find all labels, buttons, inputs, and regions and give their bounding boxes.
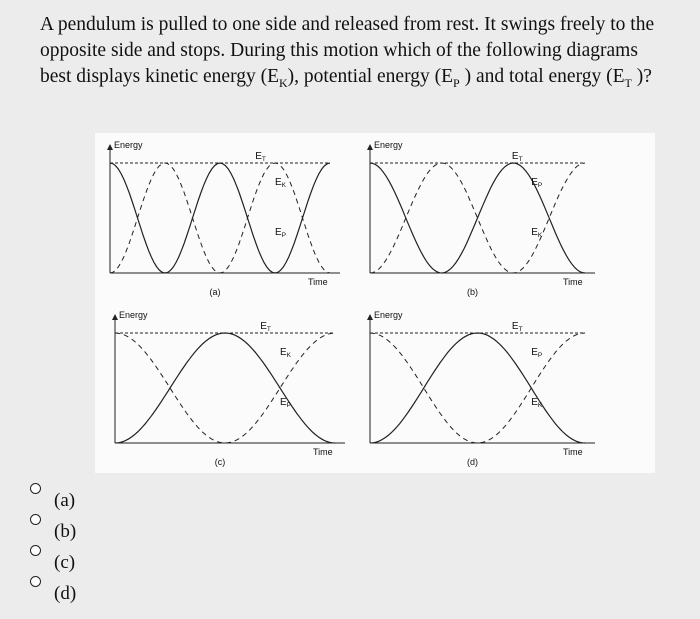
total-energy-label-0: $E_T$ xyxy=(255,151,266,163)
energy-curve-solid-1 xyxy=(370,163,585,273)
question-part-3: ) and total energy (E xyxy=(459,66,625,87)
curve-label-lower-3: $E_K$ xyxy=(531,397,543,409)
y-axis-arrow-2 xyxy=(112,314,118,320)
curve-label-upper-3: $E_P$ xyxy=(531,347,543,359)
total-energy-label-2: $E_T$ xyxy=(260,321,271,333)
y-axis-label-1: Energy xyxy=(374,140,403,150)
option-a-label: (a) xyxy=(54,490,76,511)
energy-curve-dashed-3 xyxy=(370,333,585,443)
total-energy-label-3: $E_T$ xyxy=(511,321,523,333)
energy-curve-solid-0 xyxy=(110,163,330,273)
question-part-1: A pendulum is pulled to one side and released from rest. It swings freely to the opposite side and stops. During this motion which of the following diagrams best displays kinetic energy (E xyxy=(40,14,655,87)
curve-label-upper-2: $E_K$ xyxy=(280,347,292,359)
y-axis-arrow-1 xyxy=(367,144,373,150)
panel-caption-0: (a) xyxy=(209,287,221,297)
x-axis-label-0: Time xyxy=(308,277,328,287)
energy-curve-solid-2 xyxy=(115,333,335,443)
x-axis-label-3: Time xyxy=(563,447,583,457)
question-part-2: ), potential energy (E xyxy=(287,66,454,87)
curve-label-lower-0: $E_P$ xyxy=(275,227,287,239)
curve-label-lower-2: $E_P$ xyxy=(280,397,292,409)
option-a[interactable] xyxy=(30,482,76,513)
radio-a[interactable] xyxy=(30,483,41,494)
option-c-label: (c) xyxy=(54,552,76,573)
option-b-label: (b) xyxy=(54,521,77,542)
y-axis-label-3: Energy xyxy=(374,310,403,320)
panel-caption-1: (b) xyxy=(467,287,478,297)
option-d-label: (d) xyxy=(54,583,77,604)
energy-curve-solid-3 xyxy=(370,333,585,443)
subscript-p: P xyxy=(453,75,460,90)
x-axis-label-1: Time xyxy=(563,277,583,287)
question-text xyxy=(40,12,665,96)
curve-label-upper-0: $E_K$ xyxy=(275,177,287,189)
question-part-4: )? xyxy=(631,66,652,87)
answer-options xyxy=(30,482,76,606)
y-axis-label-0: Energy xyxy=(114,140,143,150)
y-axis-arrow-3 xyxy=(367,314,373,320)
radio-c[interactable] xyxy=(30,545,41,556)
radio-d[interactable] xyxy=(30,576,41,587)
energy-diagrams-svg xyxy=(95,133,655,473)
energy-curve-dashed-2 xyxy=(115,333,335,443)
option-c[interactable] xyxy=(30,544,76,575)
y-axis-arrow-0 xyxy=(107,144,113,150)
curve-label-lower-1: $E_K$ xyxy=(531,227,543,239)
panel-caption-2: (c) xyxy=(214,457,226,467)
energy-curve-dashed-0 xyxy=(110,163,330,273)
total-energy-label-1: $E_T$ xyxy=(511,151,523,163)
energy-diagrams-figure xyxy=(95,133,655,473)
option-b[interactable] xyxy=(30,513,76,544)
subscript-k: K xyxy=(279,75,288,90)
subscript-t: T xyxy=(624,75,632,90)
option-d[interactable] xyxy=(30,575,76,606)
x-axis-label-2: Time xyxy=(313,447,333,457)
radio-b[interactable] xyxy=(30,514,41,525)
panel-caption-3: (d) xyxy=(467,457,478,467)
y-axis-label-2: Energy xyxy=(119,310,148,320)
curve-label-upper-1: $E_P$ xyxy=(531,177,543,189)
